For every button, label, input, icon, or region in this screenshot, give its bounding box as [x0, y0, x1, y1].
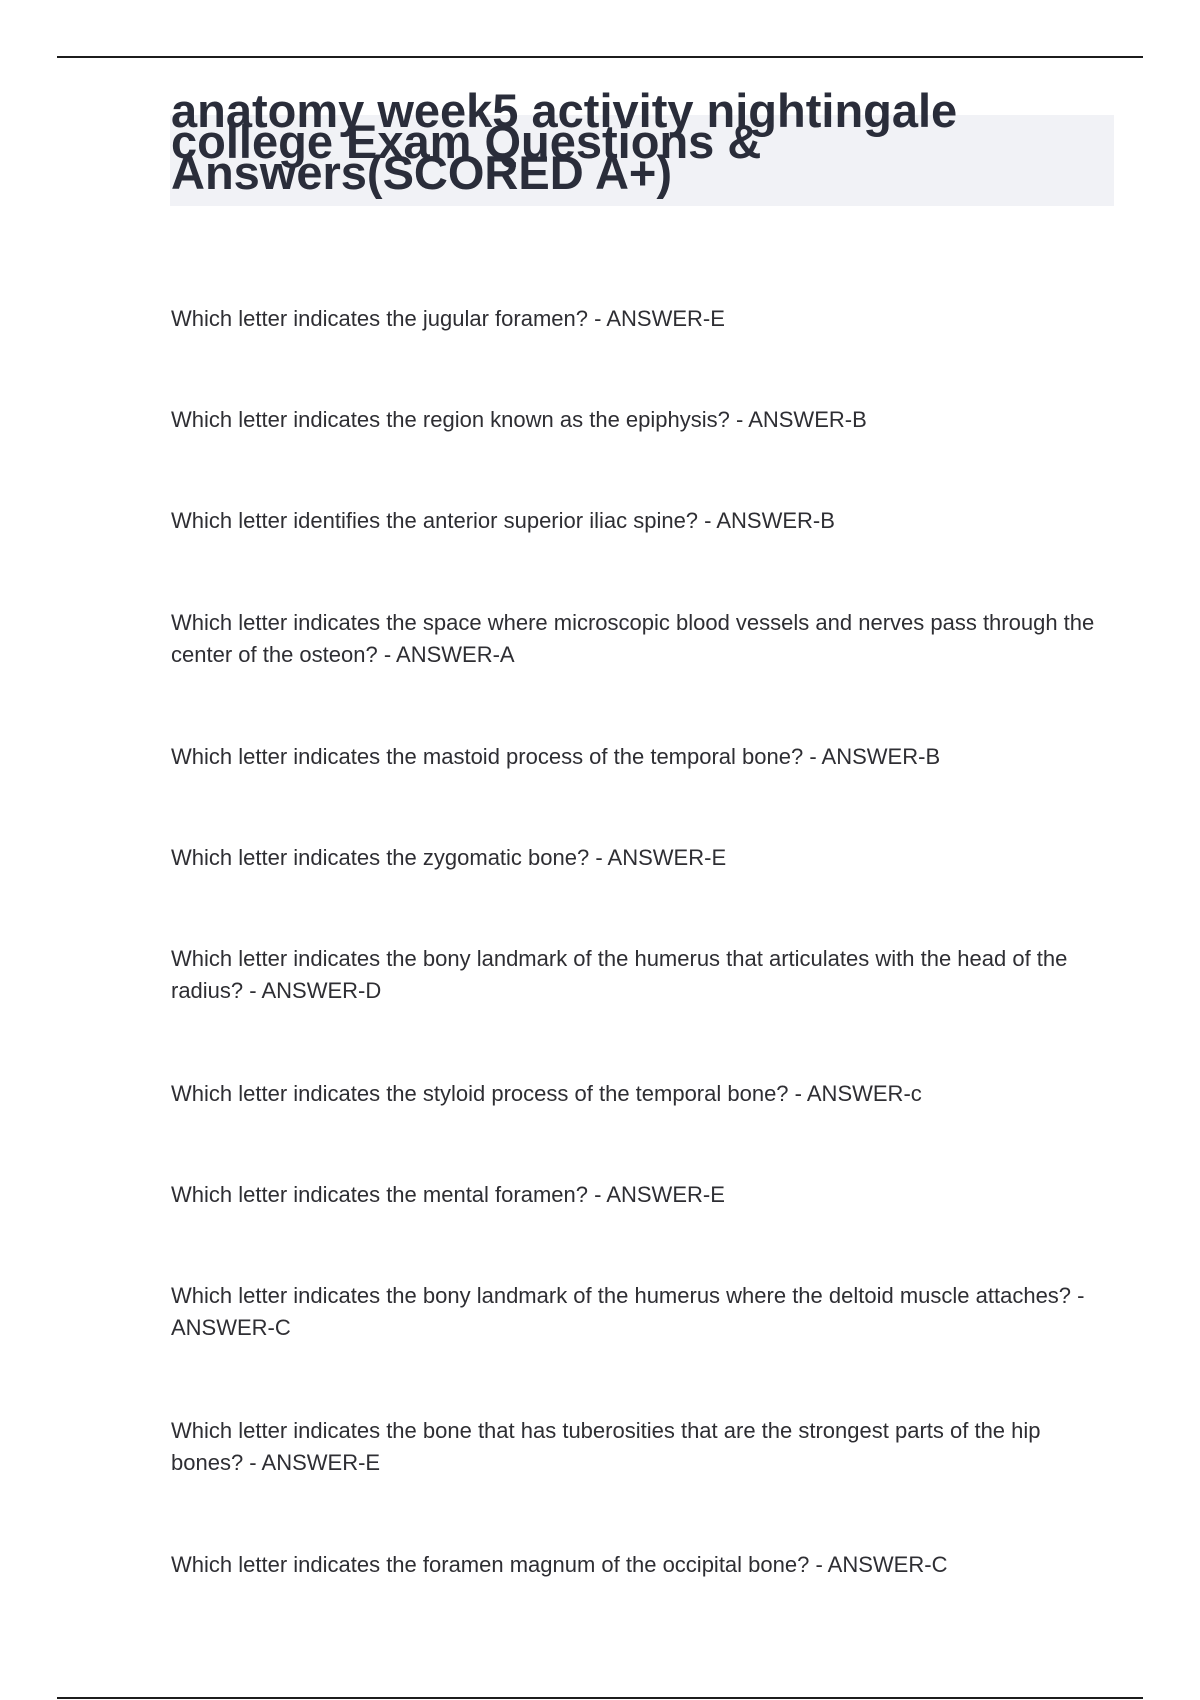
- qa-item: Which letter indicates the bony landmark of the humerus where the deltoid muscle attaches? - ANSWER-C: [171, 1283, 1085, 1340]
- qa-item: Which letter indicates the zygomatic bone? - ANSWER-E: [171, 845, 727, 870]
- qa-item: Which letter indicates the mental foramen? - ANSWER-E: [171, 1182, 725, 1207]
- qa-item: Which letter identifies the anterior superior iliac spine? - ANSWER-B: [171, 508, 835, 533]
- qa-item: Which letter indicates the bone that has tuberosities that are the strongest parts of the hip bones? - ANSWER-E: [171, 1418, 1041, 1475]
- qa-item: Which letter indicates the mastoid process of the temporal bone? - ANSWER-B: [171, 744, 941, 769]
- top-rule: [57, 56, 1143, 58]
- qa-item: Which letter indicates the foramen magnum of the occipital bone? - ANSWER-C: [171, 1552, 948, 1577]
- qa-item: Which letter indicates the region known as the epiphysis? - ANSWER-B: [171, 407, 867, 432]
- bottom-rule: [57, 1697, 1143, 1699]
- document-title: anatomy week5 activity nightingale college Exam Questions & Answers(SCORED A+): [171, 84, 958, 199]
- qa-item: Which letter indicates the styloid process of the temporal bone? - ANSWER-c: [171, 1081, 922, 1106]
- qa-item: Which letter indicates the bony landmark of the humerus that articulates with the head of the radius? - ANSWER-D: [171, 946, 1068, 1003]
- qa-item: Which letter indicates the space where microscopic blood vessels and nerves pass through the center of the osteon? - ANSWER-A: [171, 610, 1095, 667]
- qa-item: Which letter indicates the jugular foramen? - ANSWER-E: [171, 306, 725, 331]
